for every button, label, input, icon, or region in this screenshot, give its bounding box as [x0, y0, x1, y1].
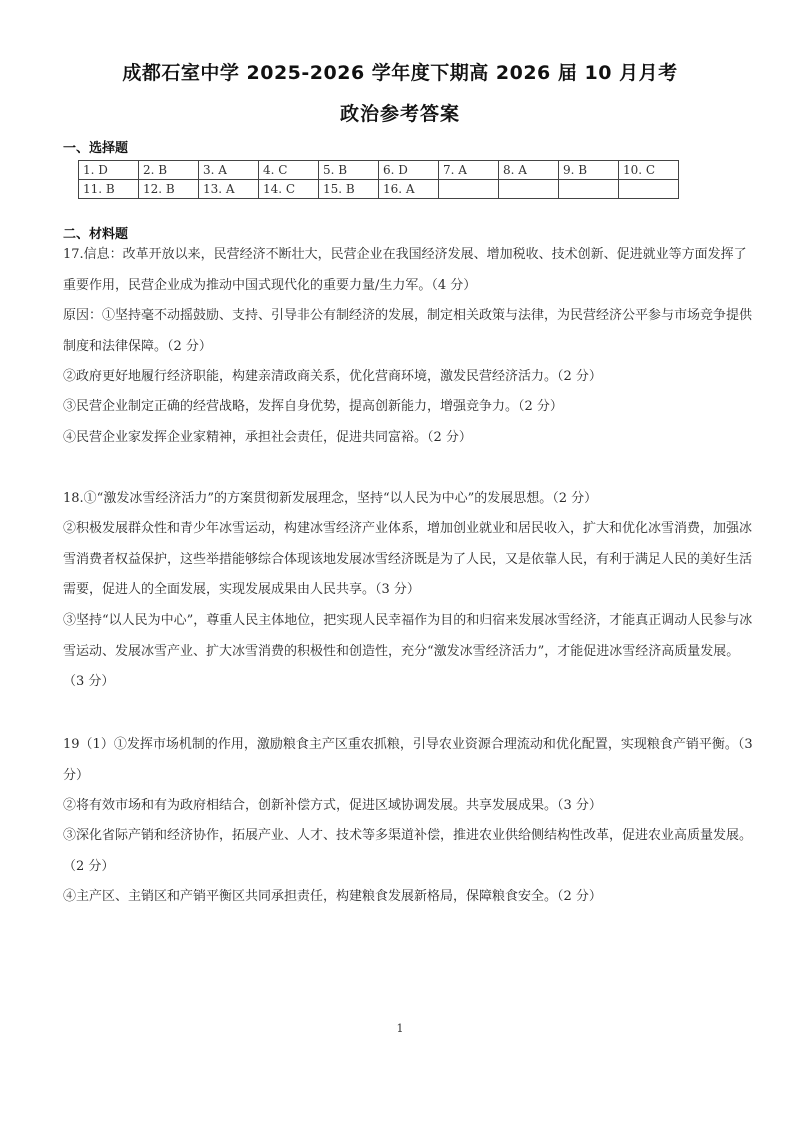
document-title: 成都石室中学 2025-2026 学年度下期高 2026 届 10 月月考 — [122, 62, 678, 84]
answer-cell: 8. A — [499, 161, 559, 180]
answer-cell: 5. B — [319, 161, 379, 180]
answer-row — [79, 180, 679, 199]
answer-cell — [439, 180, 499, 199]
answer-cell: 7. A — [439, 161, 499, 180]
q18-point-3: ③坚持“以人民为中心”，尊重人民主体地位，把实现人民幸福作为目的和归宿来发展冰雪经济，才能真正调动人民参与冰雪运动、发展冰雪产业、扩大冰雪消费的积极性和创造性，充分“激发冰雪经济活力”，才能促进冰雪经济高质量发展。（3 分） — [63, 613, 753, 689]
q18-point-2: ②积极发展群众性和青少年冰雪运动，构建冰雪经济产业体系，增加创业就业和居民收入，扩大和优化冰雪消费，加强冰雪消费者权益保护，这些举措能够综合体现该地发展冰雪经济既是为了人民，又是依靠人民，有利于满足人民的美好生活需要，促进人的全面发展，实现发展成果由人民共享。（3 分） — [63, 521, 753, 597]
q17-reason-1: 原因：①坚持毫不动摇鼓励、支持、引导非公有制经济的发展，制定相关政策与法律，为民营经济公平参与市场竞争提供制度和法律保障。（2 分） — [63, 308, 753, 354]
answer-cell — [559, 180, 619, 199]
answer-cell: 10. C — [619, 161, 679, 180]
q19-point-4: ④主产区、主销区和产销平衡区共同承担责任，构建粮食发展新格局，保障粮食安全。（2 分） — [63, 889, 602, 904]
answer-table — [78, 160, 679, 199]
q19-point-2: ②将有效市场和有为政府相结合，创新补偿方式，促进区域协调发展。共享发展成果。（3 分） — [63, 798, 602, 813]
answer-cell — [499, 180, 559, 199]
answer-cell: 2. B — [139, 161, 199, 180]
q19-point-3: ③深化省际产销和经济协作，拓展产业、人才、技术等多渠道补偿，推进农业供给侧结构性改革，促进农业高质量发展。（2 分） — [63, 828, 753, 874]
q18-point-1: 18.①“激发冰雪经济活力”的方案贯彻新发展理念，坚持“以人民为中心”的发展思想。（2 分） — [63, 491, 598, 506]
answer-cell: 12. B — [139, 180, 199, 199]
answer-cell: 9. B — [559, 161, 619, 180]
answer-cell: 11. B — [79, 180, 139, 199]
q17-reason-4: ④民营企业家发挥企业家精神，承担社会责任，促进共同富裕。（2 分） — [63, 430, 472, 445]
q17-info: 17.信息：改革开放以来，民营经济不断壮大，民营企业在我国经济发展、增加税收、技术创新、促进就业等方面发挥了重要作用，民营企业成为推动中国式现代化的重要力量/生力军。（4 分） — [63, 247, 747, 293]
q17-reason-2: ②政府更好地履行经济职能，构建亲清政商关系，优化营商环境，激发民营经济活力。（2 分） — [63, 369, 602, 384]
answer-cell: 14. C — [259, 180, 319, 199]
document-subtitle: 政治参考答案 — [339, 103, 460, 125]
answer-cell: 13. A — [199, 180, 259, 199]
section-heading-choice: 一、选择题 — [63, 141, 129, 156]
answer-cell: 16. A — [379, 180, 439, 199]
answer-cell: 6. D — [379, 161, 439, 180]
q19-point-1: 19（1）①发挥市场机制的作用，激励粮食主产区重农抓粮，引导农业资源合理流动和优化配置，实现粮食产销平衡。（3 分） — [63, 737, 753, 783]
section-heading-material: 二、材料题 — [63, 227, 129, 242]
q17-reason-3: ③民营企业制定正确的经营战略，发挥自身优势，提高创新能力，增强竞争力。（2 分） — [63, 399, 563, 414]
answer-cell: 3. A — [199, 161, 259, 180]
answer-cell: 1. D — [79, 161, 139, 180]
answer-cell — [619, 180, 679, 199]
answer-cell: 15. B — [319, 180, 379, 199]
answer-cell: 4. C — [259, 161, 319, 180]
page-number: 1 — [396, 1022, 404, 1035]
answer-row — [79, 161, 679, 180]
